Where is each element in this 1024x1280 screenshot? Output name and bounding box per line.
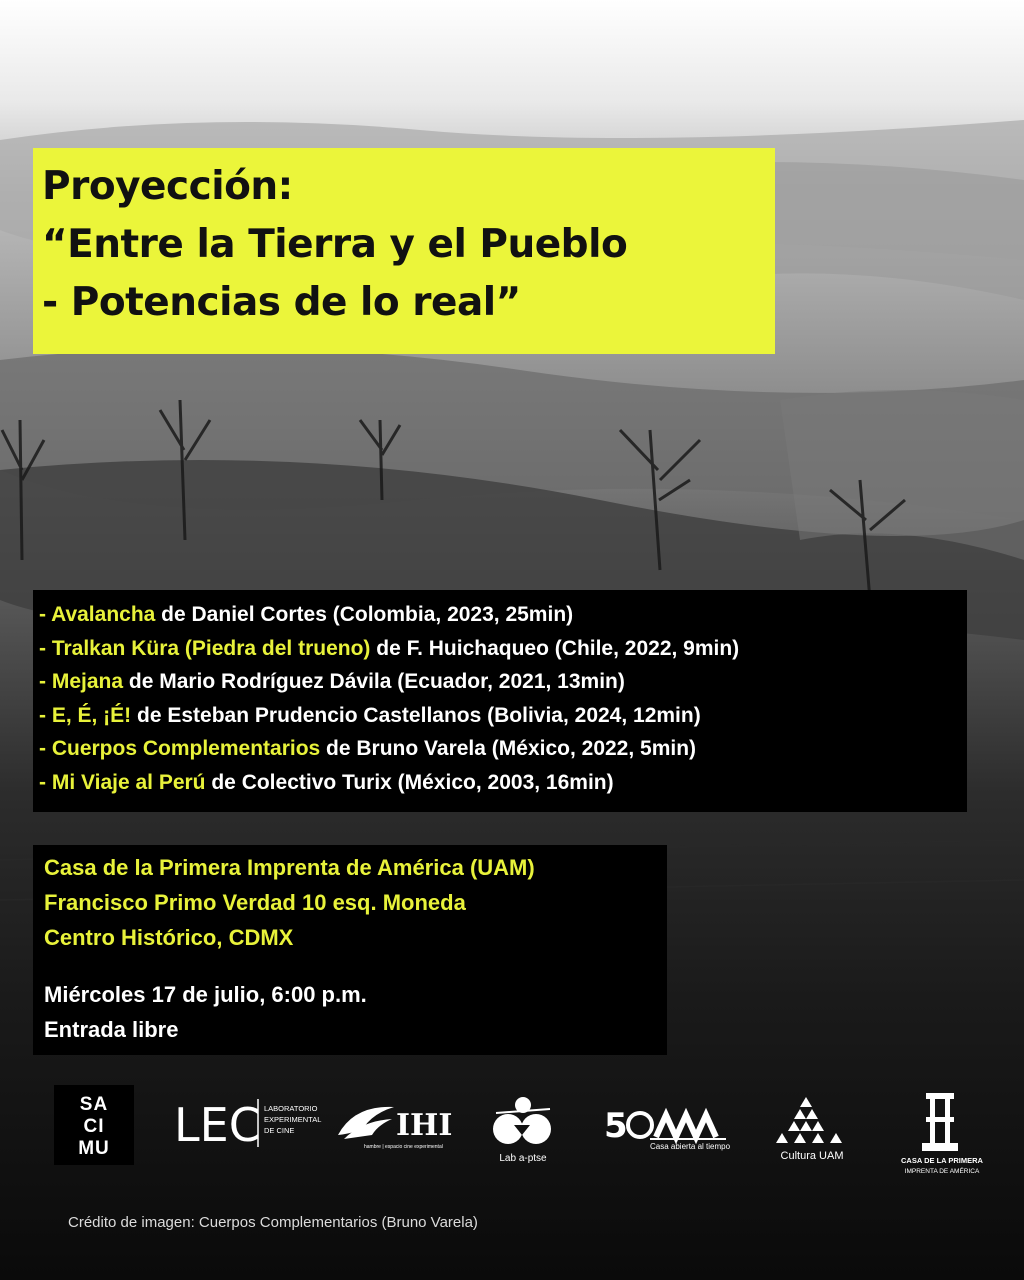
entry-note: Entrada libre [44,1017,179,1042]
svg-text:Lab a-ptse: Lab a-ptse [499,1153,547,1164]
film-title: Mejana [51,670,124,693]
film-item: - Cuerpos Complementarios de Bruno Varela (México, 2022, 5min) [39,737,697,760]
event-date: Miércoles 17 de julio, 6:00 p.m. [44,982,367,1007]
venue-name: Casa de la Primera Imprenta de América (UAM) [44,855,535,880]
sacimu-logo: SA CI MU [54,1085,134,1165]
casa-primera-imprenta-logo [896,1091,992,1177]
venue-city: Centro Histórico, CDMX [44,925,294,950]
event-title-line-2: - Potencias de lo real” [42,280,521,325]
svg-text:Cultura UAM: Cultura UAM [780,1150,844,1162]
lab-aptse-logo [488,1095,558,1165]
film-title: E, É, ¡É! [51,703,132,727]
event-title-line-1: “Entre la Tierra y el Pueblo [42,222,628,267]
uam-50-logo [604,1103,734,1153]
svg-text:IMPRENTA DE AMÉRICA: IMPRENTA DE AMÉRICA [904,1168,980,1175]
film-item: - Mejana de Mario Rodríguez Dávila (Ecuador, 2021, 13min) [39,670,625,693]
film-title: Mi Viaje al Perú [51,770,206,794]
svg-text:LEC: LEC [174,1098,261,1152]
title-box [33,148,775,354]
image-credit: Crédito de imagen: Cuerpos Complementarios (Bruno Varela) [68,1214,478,1231]
svg-text:DE CINE: DE CINE [264,1126,295,1135]
svg-text:IHI: IHI [396,1108,453,1143]
sponsor-logos [0,1085,1024,1185]
film-item: - Avalancha de Daniel Cortes (Colombia, 2023, 25min) [39,603,574,626]
svg-text:hambre | espacio cine experime: hambre | espacio cine experimental [364,1144,443,1150]
svg-text:CASA DE LA PRIMERA: CASA DE LA PRIMERA [901,1156,983,1165]
film-item: - Tralkan Küra (Piedra del trueno) de F. Huichaqueo (Chile, 2022, 9min) [39,636,740,660]
film-list [33,590,967,812]
venue-address: Francisco Primo Verdad 10 esq. Moneda [44,890,466,915]
event-type: Proyección: [42,164,293,209]
film-title: Cuerpos Complementarios [51,737,321,760]
svg-text:Casa abierta al tiempo: Casa abierta al tiempo [650,1142,731,1151]
svg-text:EXPERIMENTAL: EXPERIMENTAL [264,1115,322,1124]
lec-logo [172,1093,322,1153]
svg-text:LABORATORIO: LABORATORIO [264,1104,318,1113]
svg-text:5: 5 [604,1106,628,1146]
film-item: - Mi Viaje al Perú de Colectivo Turix (México, 2003, 16min) [39,770,614,794]
hambre-logo [334,1099,464,1151]
film-title: Tralkan Küra (Piedra del trueno) [51,636,371,660]
film-item: - E, É, ¡É! de Esteban Prudencio Castellanos (Bolivia, 2024, 12min) [39,703,701,727]
film-title: Avalancha [51,603,156,626]
venue-info [33,845,667,1055]
cultura-uam-logo [770,1093,854,1163]
